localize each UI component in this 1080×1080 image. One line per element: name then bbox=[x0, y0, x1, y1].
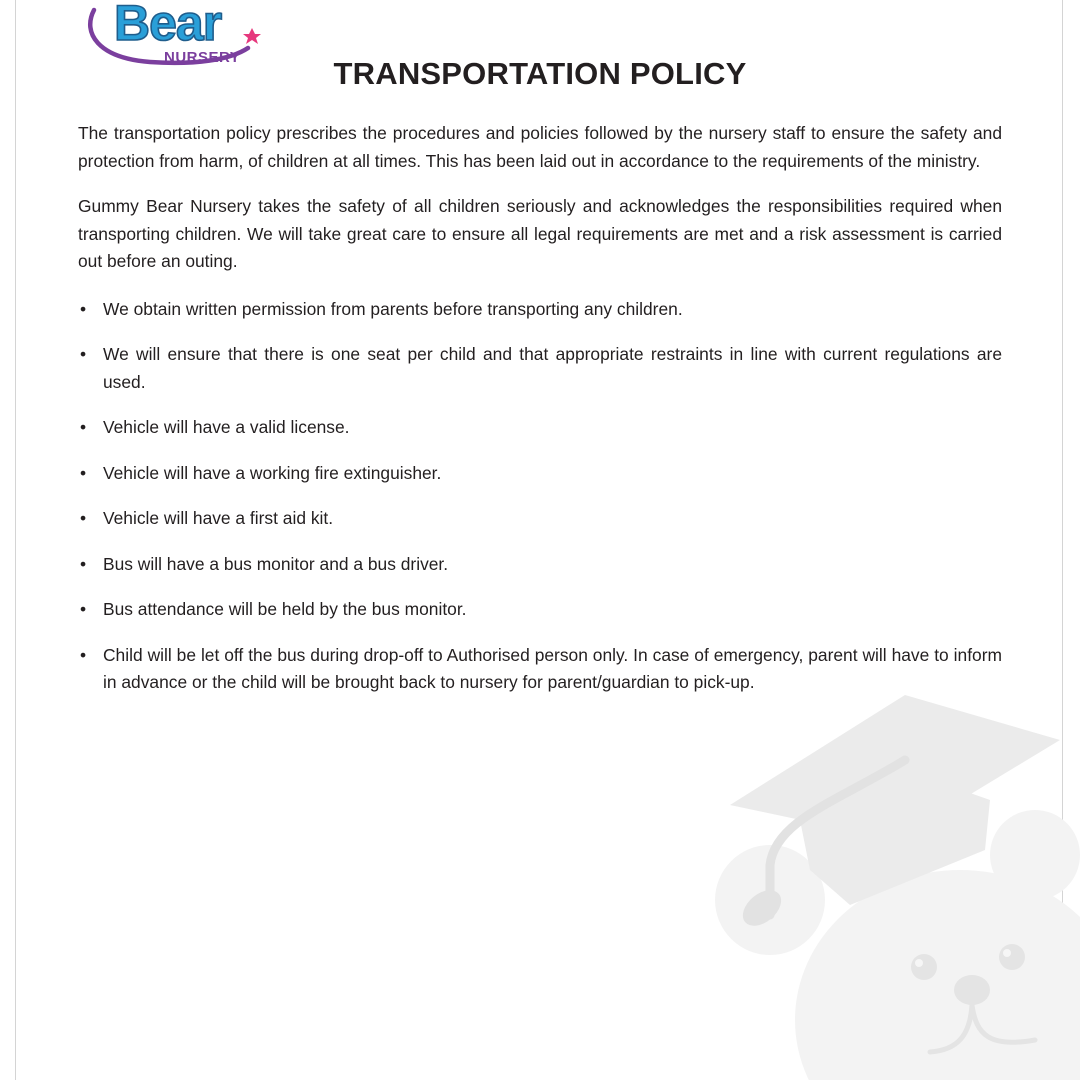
bullet-icon: • bbox=[80, 344, 87, 364]
safety-paragraph: Gummy Bear Nursery takes the safety of all children seriously and acknowledges the responsibilities required when transporting children. We will take great care to ensure all legal requirements are met and a risk assessment is carried out before an outing. bbox=[78, 196, 1002, 271]
bullet-icon: • bbox=[80, 644, 87, 665]
list-item bbox=[78, 460, 1002, 488]
list-item-text: Vehicle will have a first aid kit. bbox=[103, 508, 334, 528]
list-item bbox=[78, 296, 1002, 324]
list-item bbox=[78, 596, 1002, 624]
bullet-icon: • bbox=[80, 298, 87, 319]
list-item bbox=[78, 414, 1002, 442]
list-item bbox=[78, 642, 1002, 697]
list-item bbox=[78, 551, 1002, 579]
list-item-text: Bus attendance will be held by the bus monitor. bbox=[103, 599, 467, 619]
list-item bbox=[78, 341, 1002, 396]
list-item-text: Bus will have a bus monitor and a bus driver. bbox=[103, 553, 449, 574]
bullet-icon: • bbox=[80, 599, 87, 619]
list-item-text: Vehicle will have a valid license. bbox=[103, 417, 350, 437]
list-item-text: Child will be let off the bus during drop-off to Authorised person only. In case of emergency, parent will have to inform in advance or the child will be brought back to nursery for parent/guardian to pick-up. bbox=[103, 644, 1002, 692]
page-title: TRANSPORTATION POLICY bbox=[333, 56, 747, 91]
document-body bbox=[78, 120, 1002, 715]
list-item-text: We will ensure that there is one seat per child and that appropriate restraints in line with current regulations are used. bbox=[103, 344, 1002, 392]
list-item-text: Vehicle will have a working fire extinguisher. bbox=[103, 462, 442, 483]
logo-brand-text: Bear bbox=[114, 0, 222, 51]
intro-paragraph: The transportation policy prescribes the procedures and policies followed by the nursery staff to ensure the safety and protection from harm, of children at all times. This has been laid out in accordance to the requirements of the ministry. bbox=[78, 123, 1002, 171]
bullet-icon: • bbox=[80, 553, 87, 574]
bullet-icon: • bbox=[80, 462, 87, 483]
policy-list bbox=[78, 296, 1002, 697]
list-item bbox=[78, 505, 1002, 533]
graduation-bear-icon bbox=[690, 690, 1080, 1080]
logo-sub-text: NURSERY bbox=[164, 49, 241, 66]
bullet-icon: • bbox=[80, 417, 87, 437]
bullet-icon: • bbox=[80, 508, 87, 528]
list-item-text: We obtain written permission from parents before transporting any children. bbox=[103, 298, 683, 319]
star-icon bbox=[243, 28, 261, 44]
